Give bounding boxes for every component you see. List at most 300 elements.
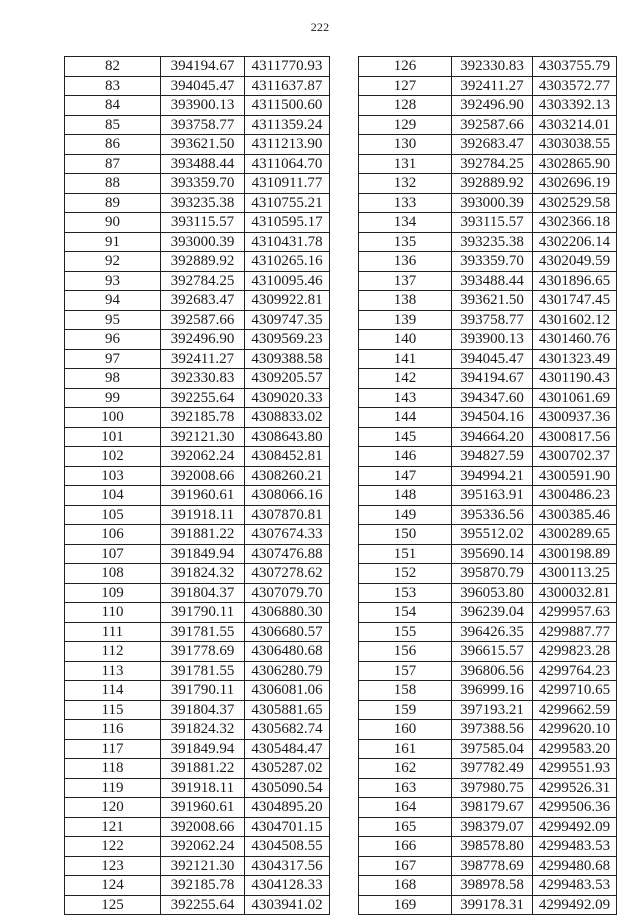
point-number-cell: 134: [359, 213, 452, 233]
table-row: [359, 193, 617, 213]
y-coordinate-cell: 4310265.16: [245, 252, 330, 272]
point-number-cell: 121: [65, 817, 161, 837]
point-number-cell: 152: [359, 564, 452, 584]
x-coordinate-cell: 395512.02: [452, 525, 533, 545]
x-coordinate-cell: 392683.47: [161, 291, 245, 311]
x-coordinate-cell: 392683.47: [452, 135, 533, 155]
y-coordinate-cell: 4307870.81: [245, 505, 330, 525]
table-row: [359, 213, 617, 233]
table-row: [359, 486, 617, 506]
y-coordinate-cell: 4302366.18: [533, 213, 617, 233]
table-row: [359, 544, 617, 564]
point-number-cell: 127: [359, 76, 452, 96]
point-number-cell: 130: [359, 135, 452, 155]
point-number-cell: 116: [65, 720, 161, 740]
y-coordinate-cell: 4311770.93: [245, 57, 330, 77]
point-number-cell: 99: [65, 388, 161, 408]
point-number-cell: 157: [359, 661, 452, 681]
point-number-cell: 142: [359, 369, 452, 389]
point-number-cell: 129: [359, 115, 452, 135]
y-coordinate-cell: 4301460.76: [533, 330, 617, 350]
x-coordinate-cell: 393621.50: [161, 135, 245, 155]
y-coordinate-cell: 4305484.47: [245, 739, 330, 759]
point-number-cell: 151: [359, 544, 452, 564]
table-row: [359, 622, 617, 642]
point-number-cell: 115: [65, 700, 161, 720]
point-number-cell: 149: [359, 505, 452, 525]
y-coordinate-cell: 4299526.31: [533, 778, 617, 798]
x-coordinate-cell: 392121.30: [161, 856, 245, 876]
x-coordinate-cell: 394194.67: [161, 57, 245, 77]
table-row: [359, 603, 617, 623]
coordinate-table-left: [64, 56, 330, 915]
x-coordinate-cell: 397782.49: [452, 759, 533, 779]
point-number-cell: 158: [359, 681, 452, 701]
x-coordinate-cell: 392255.64: [161, 895, 245, 915]
y-coordinate-cell: 4303214.01: [533, 115, 617, 135]
table-row: [359, 817, 617, 837]
point-number-cell: 138: [359, 291, 452, 311]
x-coordinate-cell: 393758.77: [161, 115, 245, 135]
point-number-cell: 161: [359, 739, 452, 759]
x-coordinate-cell: 393000.39: [452, 193, 533, 213]
page-number: 222: [310, 20, 330, 34]
table-row: [359, 525, 617, 545]
x-coordinate-cell: 399178.31: [452, 895, 533, 915]
x-coordinate-cell: 392587.66: [161, 310, 245, 330]
point-number-cell: 137: [359, 271, 452, 291]
x-coordinate-cell: 393359.70: [161, 174, 245, 194]
y-coordinate-cell: 4304701.15: [245, 817, 330, 837]
x-coordinate-cell: 391960.61: [161, 798, 245, 818]
y-coordinate-cell: 4299957.63: [533, 603, 617, 623]
table-row: [65, 349, 330, 369]
table-row: [65, 778, 330, 798]
table-row: [359, 564, 617, 584]
point-number-cell: 85: [65, 115, 161, 135]
point-number-cell: 147: [359, 466, 452, 486]
x-coordinate-cell: 391804.37: [161, 700, 245, 720]
y-coordinate-cell: 4310911.77: [245, 174, 330, 194]
point-number-cell: 101: [65, 427, 161, 447]
point-number-cell: 122: [65, 837, 161, 857]
table-row: [359, 466, 617, 486]
y-coordinate-cell: 4308643.80: [245, 427, 330, 447]
y-coordinate-cell: 4299483.53: [533, 837, 617, 857]
x-coordinate-cell: 391824.32: [161, 720, 245, 740]
table-row: [65, 57, 330, 77]
y-coordinate-cell: 4307278.62: [245, 564, 330, 584]
point-number-cell: 102: [65, 447, 161, 467]
table-row: [65, 583, 330, 603]
x-coordinate-cell: 396239.04: [452, 603, 533, 623]
y-coordinate-cell: 4302529.58: [533, 193, 617, 213]
y-coordinate-cell: 4299662.59: [533, 700, 617, 720]
point-number-cell: 119: [65, 778, 161, 798]
x-coordinate-cell: 392255.64: [161, 388, 245, 408]
x-coordinate-cell: 392330.83: [452, 57, 533, 77]
x-coordinate-cell: 391778.69: [161, 642, 245, 662]
table-row: [65, 817, 330, 837]
point-number-cell: 139: [359, 310, 452, 330]
point-number-cell: 95: [65, 310, 161, 330]
y-coordinate-cell: 4299620.10: [533, 720, 617, 740]
y-coordinate-cell: 4299492.09: [533, 895, 617, 915]
y-coordinate-cell: 4303755.79: [533, 57, 617, 77]
table-row: [65, 96, 330, 116]
point-number-cell: 125: [65, 895, 161, 915]
point-number-cell: 113: [65, 661, 161, 681]
x-coordinate-cell: 397388.56: [452, 720, 533, 740]
table-row: [65, 505, 330, 525]
x-coordinate-cell: 392185.78: [161, 876, 245, 896]
y-coordinate-cell: 4303038.55: [533, 135, 617, 155]
x-coordinate-cell: 397585.04: [452, 739, 533, 759]
table-row: [359, 798, 617, 818]
table-row: [359, 895, 617, 915]
y-coordinate-cell: 4306081.06: [245, 681, 330, 701]
point-number-cell: 126: [359, 57, 452, 77]
point-number-cell: 118: [65, 759, 161, 779]
y-coordinate-cell: 4306480.68: [245, 642, 330, 662]
x-coordinate-cell: 394045.47: [161, 76, 245, 96]
y-coordinate-cell: 4301061.69: [533, 388, 617, 408]
y-coordinate-cell: 4299492.09: [533, 817, 617, 837]
table-row: [359, 408, 617, 428]
x-coordinate-cell: 397980.75: [452, 778, 533, 798]
table-row: [359, 349, 617, 369]
y-coordinate-cell: 4305881.65: [245, 700, 330, 720]
x-coordinate-cell: 393000.39: [161, 232, 245, 252]
y-coordinate-cell: 4304317.56: [245, 856, 330, 876]
x-coordinate-cell: 394347.60: [452, 388, 533, 408]
x-coordinate-cell: 398379.07: [452, 817, 533, 837]
y-coordinate-cell: 4307079.70: [245, 583, 330, 603]
point-number-cell: 111: [65, 622, 161, 642]
table-row: [65, 603, 330, 623]
x-coordinate-cell: 391849.94: [161, 739, 245, 759]
y-coordinate-cell: 4306680.57: [245, 622, 330, 642]
table-row: [65, 700, 330, 720]
x-coordinate-cell: 398778.69: [452, 856, 533, 876]
x-coordinate-cell: 394827.59: [452, 447, 533, 467]
x-coordinate-cell: 392784.25: [452, 154, 533, 174]
x-coordinate-cell: 392121.30: [161, 427, 245, 447]
point-number-cell: 141: [359, 349, 452, 369]
point-number-cell: 112: [65, 642, 161, 662]
table-row: [65, 798, 330, 818]
table-row: [359, 583, 617, 603]
table-row: [65, 213, 330, 233]
x-coordinate-cell: 392411.27: [161, 349, 245, 369]
y-coordinate-cell: 4311213.90: [245, 135, 330, 155]
point-number-cell: 90: [65, 213, 161, 233]
point-number-cell: 107: [65, 544, 161, 564]
point-number-cell: 136: [359, 252, 452, 272]
x-coordinate-cell: 392496.90: [161, 330, 245, 350]
y-coordinate-cell: 4311637.87: [245, 76, 330, 96]
x-coordinate-cell: 396426.35: [452, 622, 533, 642]
y-coordinate-cell: 4311064.70: [245, 154, 330, 174]
y-coordinate-cell: 4303572.77: [533, 76, 617, 96]
x-coordinate-cell: 391824.32: [161, 564, 245, 584]
table-row: [65, 115, 330, 135]
point-number-cell: 88: [65, 174, 161, 194]
x-coordinate-cell: 392008.66: [161, 817, 245, 837]
point-number-cell: 155: [359, 622, 452, 642]
point-number-cell: 87: [65, 154, 161, 174]
point-number-cell: 166: [359, 837, 452, 857]
table-row: [65, 622, 330, 642]
y-coordinate-cell: 4307674.33: [245, 525, 330, 545]
coordinate-table-right: [358, 56, 617, 915]
x-coordinate-cell: 393488.44: [452, 271, 533, 291]
y-coordinate-cell: 4309020.33: [245, 388, 330, 408]
x-coordinate-cell: 393900.13: [452, 330, 533, 350]
point-number-cell: 91: [65, 232, 161, 252]
y-coordinate-cell: 4299506.36: [533, 798, 617, 818]
table-row: [65, 564, 330, 584]
point-number-cell: 148: [359, 486, 452, 506]
table-row: [65, 369, 330, 389]
table-row: [359, 291, 617, 311]
point-number-cell: 83: [65, 76, 161, 96]
y-coordinate-cell: 4309747.35: [245, 310, 330, 330]
table-row: [359, 759, 617, 779]
point-number-cell: 163: [359, 778, 452, 798]
y-coordinate-cell: 4300198.89: [533, 544, 617, 564]
x-coordinate-cell: 395163.91: [452, 486, 533, 506]
y-coordinate-cell: 4299710.65: [533, 681, 617, 701]
point-number-cell: 96: [65, 330, 161, 350]
y-coordinate-cell: 4308452.81: [245, 447, 330, 467]
point-number-cell: 135: [359, 232, 452, 252]
x-coordinate-cell: 392784.25: [161, 271, 245, 291]
x-coordinate-cell: 393235.38: [452, 232, 533, 252]
y-coordinate-cell: 4299823.28: [533, 642, 617, 662]
y-coordinate-cell: 4299764.23: [533, 661, 617, 681]
table-row: [359, 856, 617, 876]
point-number-cell: 159: [359, 700, 452, 720]
table-row: [359, 427, 617, 447]
x-coordinate-cell: 391781.55: [161, 622, 245, 642]
x-coordinate-cell: 397193.21: [452, 700, 533, 720]
x-coordinate-cell: 391790.11: [161, 681, 245, 701]
y-coordinate-cell: 4309922.81: [245, 291, 330, 311]
table-row: [359, 154, 617, 174]
y-coordinate-cell: 4299551.93: [533, 759, 617, 779]
table-row: [65, 681, 330, 701]
y-coordinate-cell: 4311359.24: [245, 115, 330, 135]
point-number-cell: 123: [65, 856, 161, 876]
x-coordinate-cell: 398978.58: [452, 876, 533, 896]
point-number-cell: 164: [359, 798, 452, 818]
y-coordinate-cell: 4310595.17: [245, 213, 330, 233]
point-number-cell: 114: [65, 681, 161, 701]
x-coordinate-cell: 392411.27: [452, 76, 533, 96]
y-coordinate-cell: 4300032.81: [533, 583, 617, 603]
x-coordinate-cell: 392330.83: [161, 369, 245, 389]
x-coordinate-cell: 393758.77: [452, 310, 533, 330]
point-number-cell: 105: [65, 505, 161, 525]
table-row: [359, 447, 617, 467]
y-coordinate-cell: 4310431.78: [245, 232, 330, 252]
table-row: [65, 837, 330, 857]
y-coordinate-cell: 4302206.14: [533, 232, 617, 252]
y-coordinate-cell: 4300289.65: [533, 525, 617, 545]
y-coordinate-cell: 4303392.13: [533, 96, 617, 116]
y-coordinate-cell: 4304128.33: [245, 876, 330, 896]
y-coordinate-cell: 4301747.45: [533, 291, 617, 311]
table-row: [65, 271, 330, 291]
x-coordinate-cell: 392889.92: [452, 174, 533, 194]
y-coordinate-cell: 4308260.21: [245, 466, 330, 486]
x-coordinate-cell: 396999.16: [452, 681, 533, 701]
x-coordinate-cell: 393359.70: [452, 252, 533, 272]
x-coordinate-cell: 391960.61: [161, 486, 245, 506]
y-coordinate-cell: 4302049.59: [533, 252, 617, 272]
point-number-cell: 165: [359, 817, 452, 837]
table-row: [359, 369, 617, 389]
table-row: [65, 388, 330, 408]
y-coordinate-cell: 4306880.30: [245, 603, 330, 623]
x-coordinate-cell: 391881.22: [161, 525, 245, 545]
point-number-cell: 154: [359, 603, 452, 623]
y-coordinate-cell: 4300385.46: [533, 505, 617, 525]
table-row: [359, 96, 617, 116]
table-row: [65, 76, 330, 96]
point-number-cell: 162: [359, 759, 452, 779]
x-coordinate-cell: 396806.56: [452, 661, 533, 681]
point-number-cell: 120: [65, 798, 161, 818]
y-coordinate-cell: 4304508.55: [245, 837, 330, 857]
table-row: [65, 876, 330, 896]
point-number-cell: 103: [65, 466, 161, 486]
x-coordinate-cell: 396615.57: [452, 642, 533, 662]
table-row: [65, 193, 330, 213]
x-coordinate-cell: 391790.11: [161, 603, 245, 623]
y-coordinate-cell: 4301323.49: [533, 349, 617, 369]
x-coordinate-cell: 393621.50: [452, 291, 533, 311]
x-coordinate-cell: 392062.24: [161, 837, 245, 857]
point-number-cell: 145: [359, 427, 452, 447]
y-coordinate-cell: 4302696.19: [533, 174, 617, 194]
y-coordinate-cell: 4309388.58: [245, 349, 330, 369]
x-coordinate-cell: 391849.94: [161, 544, 245, 564]
table-row: [359, 271, 617, 291]
x-coordinate-cell: 398179.67: [452, 798, 533, 818]
table-row: [65, 720, 330, 740]
y-coordinate-cell: 4301190.43: [533, 369, 617, 389]
y-coordinate-cell: 4310095.46: [245, 271, 330, 291]
x-coordinate-cell: 392587.66: [452, 115, 533, 135]
x-coordinate-cell: 396053.80: [452, 583, 533, 603]
x-coordinate-cell: 393900.13: [161, 96, 245, 116]
x-coordinate-cell: 391781.55: [161, 661, 245, 681]
point-number-cell: 168: [359, 876, 452, 896]
table-row: [359, 505, 617, 525]
table-row: [65, 174, 330, 194]
point-number-cell: 156: [359, 642, 452, 662]
table-row: [359, 778, 617, 798]
table-row: [65, 856, 330, 876]
table-row: [65, 427, 330, 447]
x-coordinate-cell: 394194.67: [452, 369, 533, 389]
point-number-cell: 143: [359, 388, 452, 408]
point-number-cell: 84: [65, 96, 161, 116]
x-coordinate-cell: 395870.79: [452, 564, 533, 584]
table-row: [359, 57, 617, 77]
point-number-cell: 153: [359, 583, 452, 603]
table-row: [65, 544, 330, 564]
x-coordinate-cell: 393235.38: [161, 193, 245, 213]
x-coordinate-cell: 394664.20: [452, 427, 533, 447]
x-coordinate-cell: 391918.11: [161, 505, 245, 525]
table-row: [359, 388, 617, 408]
table-row: [359, 252, 617, 272]
table-row: [359, 115, 617, 135]
y-coordinate-cell: 4301602.12: [533, 310, 617, 330]
table-row: [65, 135, 330, 155]
point-number-cell: 100: [65, 408, 161, 428]
table-row: [65, 466, 330, 486]
point-number-cell: 133: [359, 193, 452, 213]
y-coordinate-cell: 4303941.02: [245, 895, 330, 915]
y-coordinate-cell: 4308833.02: [245, 408, 330, 428]
y-coordinate-cell: 4309569.23: [245, 330, 330, 350]
table-row: [359, 700, 617, 720]
x-coordinate-cell: 395336.56: [452, 505, 533, 525]
table-row: [65, 310, 330, 330]
x-coordinate-cell: 393115.57: [161, 213, 245, 233]
point-number-cell: 86: [65, 135, 161, 155]
point-number-cell: 144: [359, 408, 452, 428]
point-number-cell: 106: [65, 525, 161, 545]
table-row: [65, 895, 330, 915]
point-number-cell: 89: [65, 193, 161, 213]
y-coordinate-cell: 4299480.68: [533, 856, 617, 876]
point-number-cell: 82: [65, 57, 161, 77]
point-number-cell: 117: [65, 739, 161, 759]
x-coordinate-cell: 394994.21: [452, 466, 533, 486]
table-row: [359, 681, 617, 701]
table-row: [65, 486, 330, 506]
x-coordinate-cell: 393488.44: [161, 154, 245, 174]
point-number-cell: 104: [65, 486, 161, 506]
y-coordinate-cell: 4310755.21: [245, 193, 330, 213]
table-row: [359, 739, 617, 759]
point-number-cell: 109: [65, 583, 161, 603]
y-coordinate-cell: 4300591.90: [533, 466, 617, 486]
y-coordinate-cell: 4300817.56: [533, 427, 617, 447]
x-coordinate-cell: 395690.14: [452, 544, 533, 564]
point-number-cell: 98: [65, 369, 161, 389]
point-number-cell: 97: [65, 349, 161, 369]
table-row: [359, 330, 617, 350]
point-number-cell: 132: [359, 174, 452, 194]
x-coordinate-cell: 391804.37: [161, 583, 245, 603]
x-coordinate-cell: 392889.92: [161, 252, 245, 272]
point-number-cell: 94: [65, 291, 161, 311]
point-number-cell: 146: [359, 447, 452, 467]
y-coordinate-cell: 4299887.77: [533, 622, 617, 642]
y-coordinate-cell: 4309205.57: [245, 369, 330, 389]
point-number-cell: 110: [65, 603, 161, 623]
point-number-cell: 131: [359, 154, 452, 174]
table-row: [65, 252, 330, 272]
y-coordinate-cell: 4301896.65: [533, 271, 617, 291]
point-number-cell: 140: [359, 330, 452, 350]
